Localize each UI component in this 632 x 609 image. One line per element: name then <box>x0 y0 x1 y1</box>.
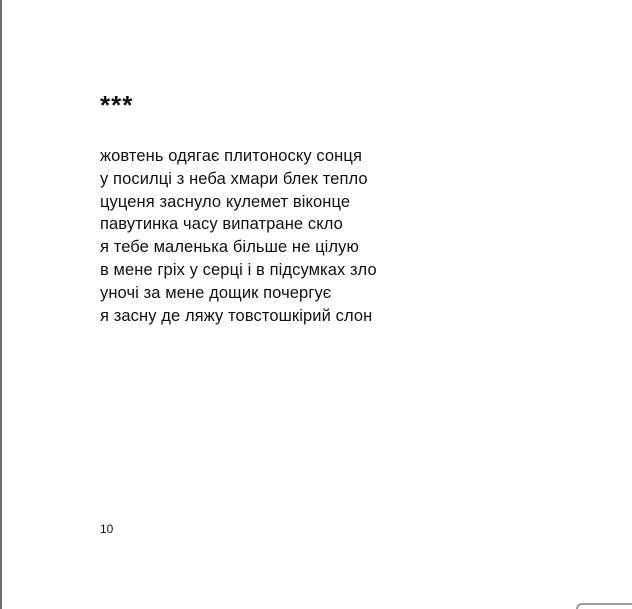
page-number: 10 <box>100 522 114 536</box>
section-separator: *** <box>100 90 134 120</box>
poem-line: цуценя заснуло кулемет віконце <box>100 192 351 211</box>
poem-line: я засну де ляжу товстошкірий слон <box>100 306 373 325</box>
poem-line: в мене гріх у серці і в підсумках зло <box>100 260 377 279</box>
poem-body <box>100 145 377 327</box>
poem-line: уночі за мене дощик почергує <box>100 283 332 302</box>
poem-line: жовтень одягає плитоноску сонця <box>100 147 362 165</box>
poem-line: я тебе маленька більше не цілую <box>100 238 359 257</box>
poem-line: у посилці з неба хмари блек тепло <box>100 169 368 188</box>
poem-line: павутинка часу випатране скло <box>100 215 343 234</box>
page-corner-divider <box>576 603 632 609</box>
